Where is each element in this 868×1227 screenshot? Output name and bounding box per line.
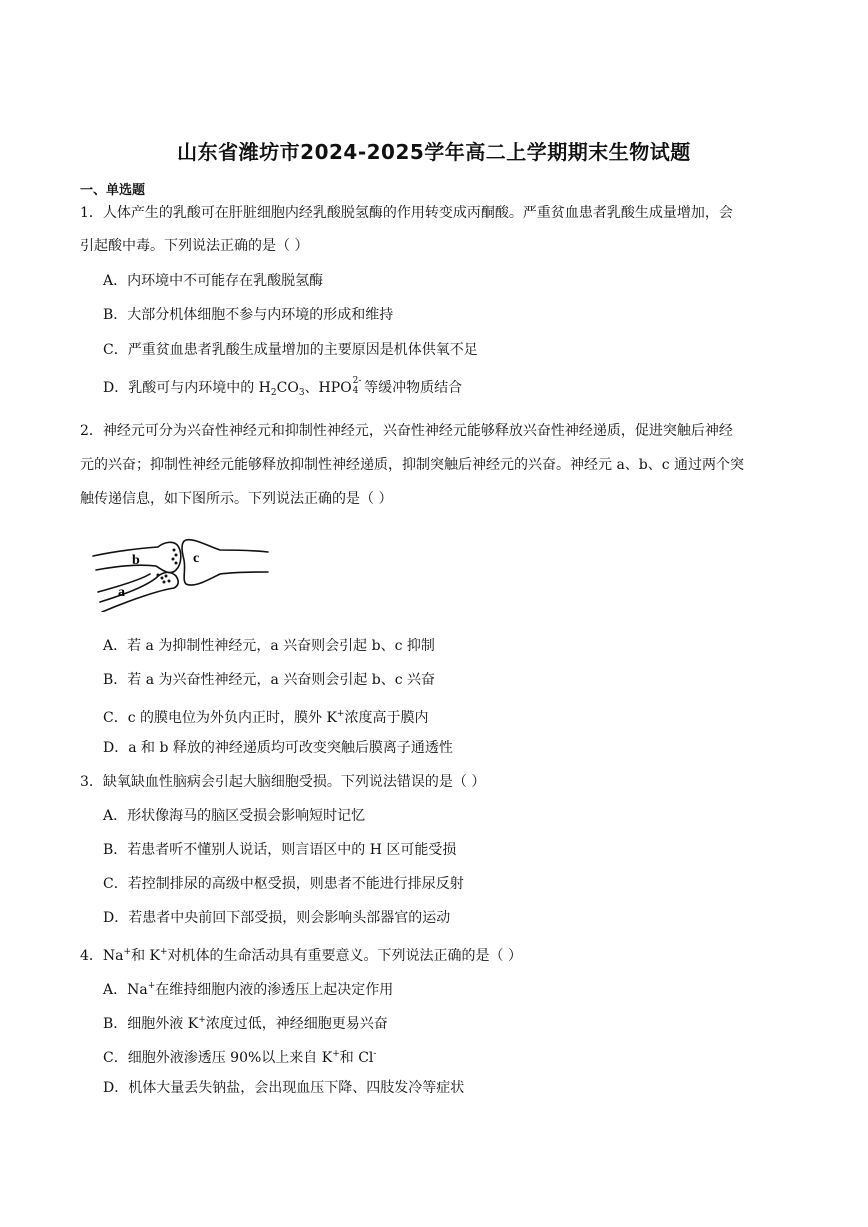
q2-stem-line1: 2．神经元可分为兴奋性神经元和抑制性神经元，兴奋性神经元能够释放兴奋性神经递质，促进突触后神经 [80, 423, 733, 439]
q2-stem-line2: 元的兴奋；抑制性神经元能够释放抑制性神经递质，抑制突触后神经元的兴奋。神经元 a、b、c 通过两个突 [80, 457, 745, 473]
q3-option-d: D．若患者中央前回下部受损，则会影响头部器官的运动 [103, 910, 451, 926]
q1-stem-line1: 1．人体产生的乳酸可在肝脏细胞内经乳酸脱氢酶的作用转变成丙酮酸。严重贫血患者乳酸生成量增加，会 [80, 205, 733, 221]
q3-option-c: C．若控制排尿的高级中枢受损，则患者不能进行排尿反射 [103, 876, 464, 892]
q1-option-b: B．大部分机体细胞不参与内环境的形成和维持 [103, 307, 394, 323]
q4-option-b: B．细胞外液 K+浓度过低，神经细胞更易兴奋 [103, 1015, 388, 1032]
q3-stem: 3．缺氧缺血性脑病会引起大脑细胞受损。下列说法错误的是（ ） [80, 774, 486, 790]
q2-stem-line3: 触传递信息，如下图所示。下列说法正确的是（ ） [80, 491, 393, 507]
q4-option-a: A．Na+在维持细胞内液的渗透压上起决定作用 [103, 981, 394, 998]
q3-option-a: A．形状像海马的脑区受损会影响短时记忆 [103, 808, 366, 824]
q1-option-d: D．乳酸可与内环境中的 $H_2CO_3$、HPO 2- 4 等缓冲物质结合 [103, 376, 463, 398]
q3-option-b: B．若患者听不懂别人说话，则言语区中的 H 区可能受损 [103, 842, 457, 858]
q4-option-c: C．细胞外液渗透压 90%以上来自 K+和 Cl- [103, 1049, 377, 1066]
synapse-diagram [90, 530, 270, 612]
diagram-label-c: c [193, 551, 200, 566]
q4-stem: 4．Na+和 K+对机体的生命活动具有重要意义。下列说法正确的是（ ） [80, 947, 522, 964]
page-title: 山东省潍坊市2024-2025学年高二上学期期末生物试题 [177, 140, 691, 164]
diagram-label-b: b [132, 553, 140, 568]
q1-option-a: A．内环境中不可能存在乳酸脱氢酶 [103, 273, 324, 289]
q1-option-c: C．严重贫血患者乳酸生成量增加的主要原因是机体供氧不足 [103, 342, 478, 358]
q2-option-a: A．若 a 为抑制性神经元，a 兴奋则会引起 b、c 抑制 [103, 638, 435, 654]
section-heading: 一、单选题 [80, 183, 146, 198]
q2-option-b: B．若 a 为兴奋性神经元，a 兴奋则会引起 b、c 兴奋 [103, 672, 436, 688]
diagram-label-a: a [118, 585, 125, 600]
q1-stem-line2: 引起酸中毒。下列说法正确的是（ ） [80, 238, 309, 254]
q4-option-d: D．机体大量丢失钠盐，会出现血压下降、四肢发冷等症状 [103, 1080, 465, 1096]
q2-option-d: D．a 和 b 释放的神经递质均可改变突触后膜离子通透性 [103, 740, 453, 756]
q2-option-c: C．c 的膜电位为外负内正时，膜外 K+浓度高于膜内 [103, 709, 429, 726]
